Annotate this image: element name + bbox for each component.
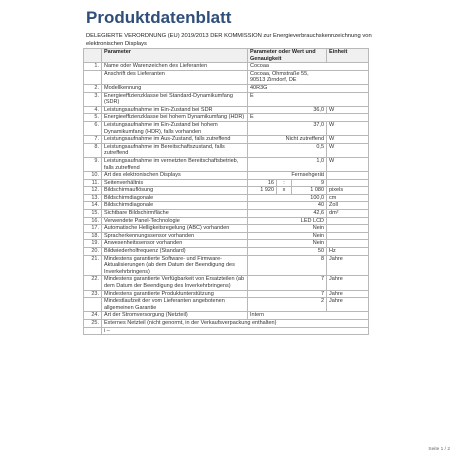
row-number: 8.: [84, 143, 102, 157]
row-number: 13.: [84, 194, 102, 202]
row-value-b: 1 080: [292, 187, 327, 195]
row-unit: W: [327, 121, 369, 135]
row-number: 19.: [84, 240, 102, 248]
row-parameter: Art der Stromversorgung (Netzteil): [102, 312, 248, 320]
row-parameter: Bildschirmdiagonale: [102, 194, 248, 202]
row-parameter: Leistungsaufnahme im Aus-Zustand, falls zutreffend: [102, 136, 248, 144]
table-row: [84, 232, 369, 240]
row-value: E: [248, 114, 369, 122]
row-value: 1,0: [248, 157, 327, 171]
row-unit: W: [327, 136, 369, 144]
row-value: 0,5: [248, 143, 327, 157]
row-value: 8: [248, 255, 327, 276]
row-number: 6.: [84, 121, 102, 135]
row-value: Nein: [248, 240, 327, 248]
table-row: [84, 106, 369, 114]
row-number: 5.: [84, 114, 102, 122]
table-row: [84, 194, 369, 202]
table-row: [84, 84, 369, 92]
table-row: [84, 290, 369, 298]
table-row: [84, 187, 369, 195]
row-unit: Hz: [327, 248, 369, 256]
row-number: 11.: [84, 179, 102, 187]
row-value: Cocoaa: [248, 63, 369, 71]
row-unit: [327, 232, 369, 240]
table-header-row: [84, 49, 369, 63]
row-unit: [327, 225, 369, 233]
header-unit: Einheit: [327, 49, 369, 63]
row-number: 14.: [84, 202, 102, 210]
row-unit: pixels: [327, 187, 369, 195]
row-value: Nein: [248, 232, 327, 240]
row-unit: W: [327, 106, 369, 114]
row-number: 16.: [84, 217, 102, 225]
row-unit: Zoll: [327, 202, 369, 210]
row-unit: [327, 217, 369, 225]
row-unit: cm: [327, 194, 369, 202]
row-value: Cocoaa, Ohmstraße 55, 90513 Zirndorf, DE: [248, 70, 369, 84]
row-unit: Jahre: [327, 255, 369, 276]
row-value-b: 9: [292, 179, 327, 187]
row-parameter: Automatische Helligkeitsregelung (ABC) vorhanden: [102, 225, 248, 233]
row-parameter: Art des elektronischen Displays: [102, 172, 248, 180]
table-row: [84, 121, 369, 135]
row-value: 2: [248, 298, 327, 312]
row-value: 40R3G: [248, 84, 369, 92]
row-value: E: [248, 92, 369, 106]
row-parameter: Modellkennung: [102, 84, 248, 92]
row-value: 7: [248, 290, 327, 298]
table-row: [84, 319, 369, 327]
table-row: [84, 143, 369, 157]
row-number: [84, 327, 102, 335]
row-number: 10.: [84, 172, 102, 180]
header-value: Parameter oder Wert und Genauigkeit: [248, 49, 327, 63]
table-row: [84, 63, 369, 71]
table-row: [84, 217, 369, 225]
table-row: [84, 248, 369, 256]
row-parameter: Verwendete Panel-Technologie: [102, 217, 248, 225]
row-value: Nicht zutreffend: [248, 136, 327, 144]
row-value: 7: [248, 276, 327, 290]
row-value: 50: [248, 248, 327, 256]
table-row: [84, 179, 369, 187]
row-unit: W: [327, 143, 369, 157]
row-number: 7.: [84, 136, 102, 144]
row-value: LED LCD: [248, 217, 327, 225]
table-row: [84, 210, 369, 218]
row-value-a: 1 920: [248, 187, 277, 195]
row-number: 18.: [84, 232, 102, 240]
row-unit: Jahre: [327, 276, 369, 290]
table-row: [84, 240, 369, 248]
row-value: 100,0: [248, 194, 327, 202]
row-parameter: Energieeffizienzklasse bei hohem Dynamikumfang (HDR): [102, 114, 248, 122]
row-number: 23.: [84, 290, 102, 298]
row-number: 1.: [84, 63, 102, 71]
row-unit: W: [327, 157, 369, 171]
table-row: [84, 157, 369, 171]
table-row: [84, 136, 369, 144]
row-value: 42,6: [248, 210, 327, 218]
row-parameter: Name oder Warenzeichen des Lieferanten: [102, 63, 248, 71]
row-number: 20.: [84, 248, 102, 256]
table-row: [84, 255, 369, 276]
row-number: [84, 70, 102, 84]
row-parameter: Sichtbare Bildschirmfläche: [102, 210, 248, 218]
row-parameter: Mindestens garantierte Verfügbarkeit von Ersatzteilen (ab dem Datum der Beendigung des Inverkehrbringens): [102, 276, 248, 290]
row-value: Fernsehgerät: [248, 172, 327, 180]
row-value-separator: :: [277, 179, 292, 187]
regulation-subtitle: DELEGIERTE VERORDNUNG (EU) 2019/2013 DER KOMMISSION zur Energieverbrauchskennzeichnung von elektronischen Displays: [86, 33, 372, 47]
product-data-table: [83, 48, 369, 335]
table-row: [84, 276, 369, 290]
row-unit: Jahre: [327, 298, 369, 312]
row-number: 12.: [84, 187, 102, 195]
row-parameter: Anwesenheitssensor vorhanden: [102, 240, 248, 248]
row-parameter: Spracherkennungssensor vorhanden: [102, 232, 248, 240]
page-number: Seite 1 / 2: [428, 447, 450, 452]
row-unit: dm²: [327, 210, 369, 218]
table-row: [84, 327, 369, 335]
row-parameter: Bildschirmdiagonale: [102, 202, 248, 210]
row-parameter: Seitenverhältnis: [102, 179, 248, 187]
row-value-separator: x: [277, 187, 292, 195]
row-number: 17.: [84, 225, 102, 233]
row-parameter: Externes Netzteil (nicht genormt, in der Verkaufsverpackung enthalten): [102, 319, 369, 327]
row-parameter: i –: [102, 327, 369, 335]
row-unit: [327, 240, 369, 248]
row-parameter: Leistungsaufnahme im vernetzten Bereitschaftsbetrieb, falls zutreffend: [102, 157, 248, 171]
row-parameter: Bildschirmauflösung: [102, 187, 248, 195]
row-number: 15.: [84, 210, 102, 218]
table-row: [84, 172, 369, 180]
row-number: 9.: [84, 157, 102, 171]
table-row: [84, 70, 369, 84]
header-number: [84, 49, 102, 63]
row-parameter: Bildwiederholfrequenz (Standard): [102, 248, 248, 256]
row-number: 25.: [84, 319, 102, 327]
row-parameter: Energieeffizienzklasse bei Standard-Dynamikumfang (SDR): [102, 92, 248, 106]
row-parameter: Mindestens garantierte Produktunterstützung: [102, 290, 248, 298]
row-parameter: Leistungsaufnahme im Ein-Zustand bei SDR: [102, 106, 248, 114]
row-parameter: Mindestens garantierte Software- und Firmware-Aktualisierungen (ab dem Datum der Beendigung des Inverkehrbringens): [102, 255, 248, 276]
row-parameter: Anschrift des Lieferanten: [102, 70, 248, 84]
row-unit: [327, 179, 369, 187]
page-title: Produktdatenblatt: [86, 8, 232, 27]
row-parameter: Mindestlaufzeit der vom Lieferanten angebotenen allgemeinen Garantie: [102, 298, 248, 312]
table-row: [84, 92, 369, 106]
row-number: 21.: [84, 255, 102, 276]
row-number: 22.: [84, 276, 102, 290]
row-value-a: 16: [248, 179, 277, 187]
table-row: [84, 312, 369, 320]
table-row: [84, 114, 369, 122]
row-unit: Jahre: [327, 290, 369, 298]
row-value: Intern: [248, 312, 369, 320]
row-number: 24.: [84, 312, 102, 320]
row-value: 40: [248, 202, 327, 210]
row-value: Nein: [248, 225, 327, 233]
table-row: [84, 202, 369, 210]
row-number: 2.: [84, 84, 102, 92]
row-unit: [327, 172, 369, 180]
row-number: 3.: [84, 92, 102, 106]
table-row: [84, 298, 369, 312]
row-number: [84, 298, 102, 312]
row-value: 37,0: [248, 121, 327, 135]
table-row: [84, 225, 369, 233]
row-number: 4.: [84, 106, 102, 114]
header-parameter: Parameter: [102, 49, 248, 63]
row-parameter: Leistungsaufnahme im Bereitschaftszustand, falls zutreffend: [102, 143, 248, 157]
row-parameter: Leistungsaufnahme im Ein-Zustand bei hohem Dynamikumfang (HDR), falls vorhanden: [102, 121, 248, 135]
row-value: 36,0: [248, 106, 327, 114]
